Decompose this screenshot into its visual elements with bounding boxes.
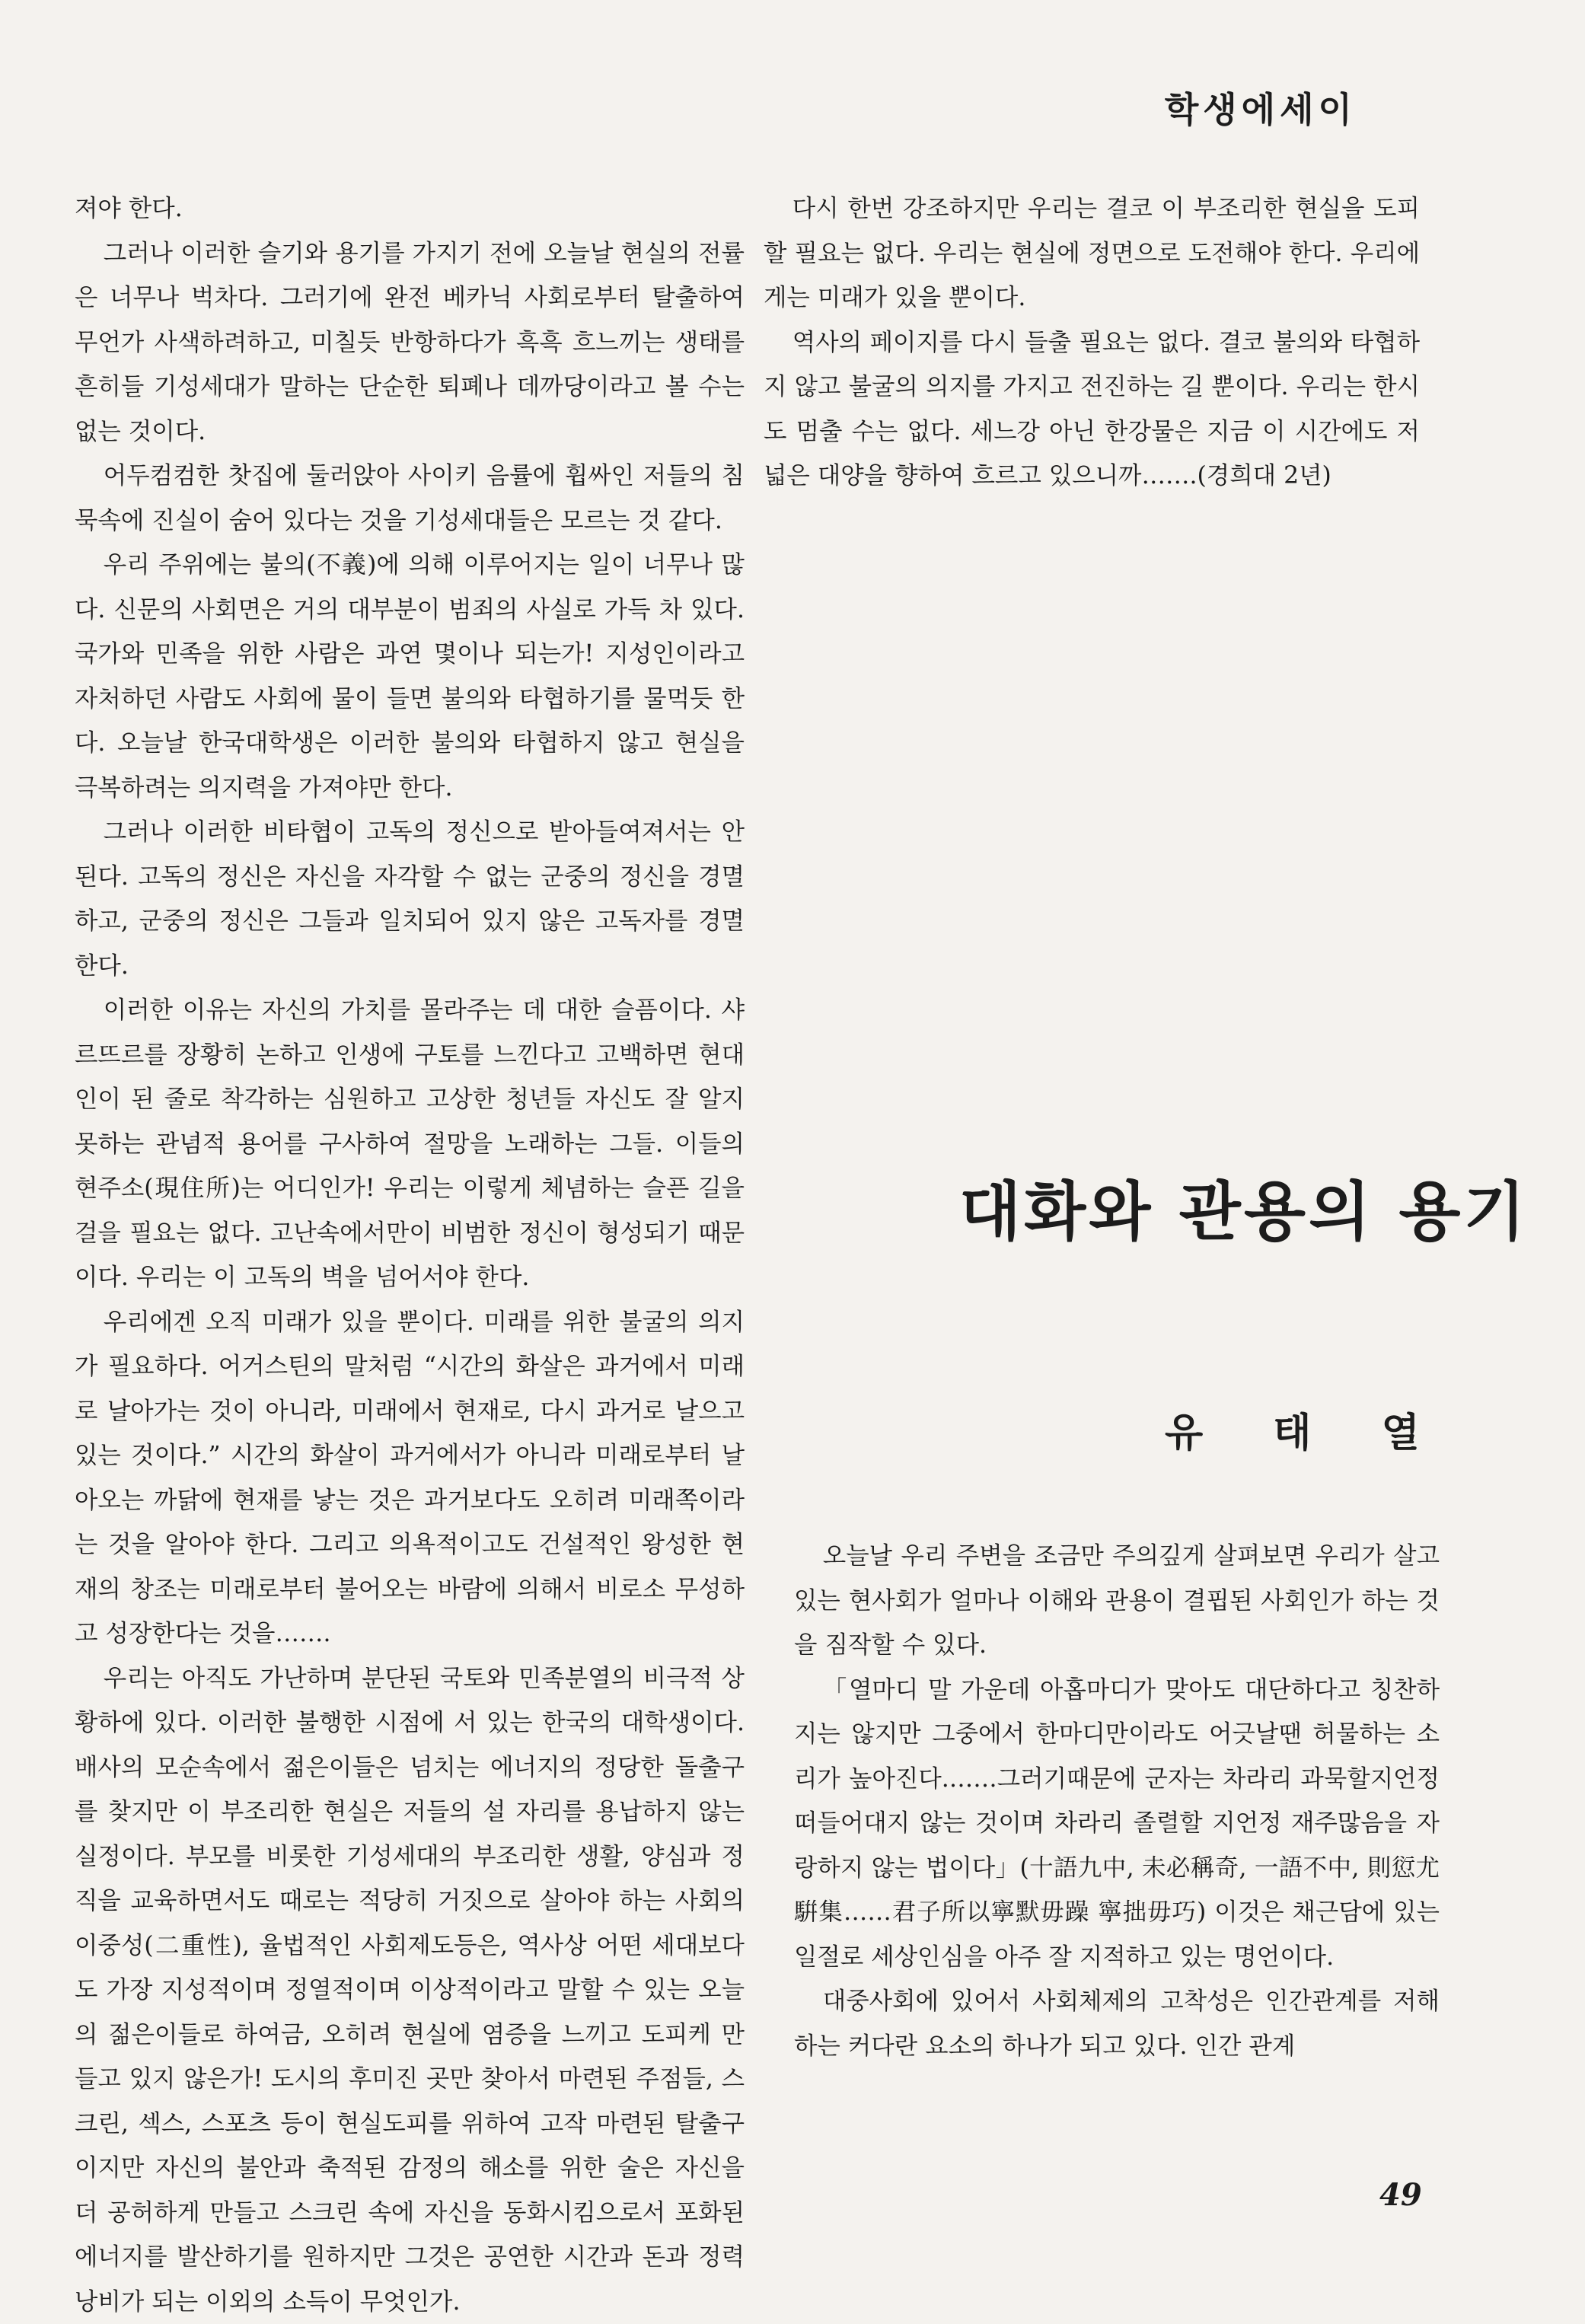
paragraph: 우리에겐 오직 미래가 있을 뿐이다. 미래를 위한 불굴의 의지가 필요하다. 어거스틴의 말처럼 “시간의 화살은 과거에서 미래로 날아가는 것이 아니라, 미래에서 현재로, 다시 과거로 날으고 있는 것이다.” 시간의 화살이 과거에서가 아니라 미래로부터 날아오는 까닭에 현재를 낳는 것은 과거보다도 오히려 미래쪽이라는 것을 알아야 한다. 그리고 의욕적이고도 건설적인 왕성한 현재의 창조는 미래로부터 불어오는 바람에 의해서 비로소 무성하고 성장한다는 것을……. (75, 1300, 745, 1656)
paragraph: 져야 한다. (75, 186, 745, 231)
paragraph: 어두컴컴한 찻집에 둘러앉아 사이키 음률에 휩싸인 저들의 침묵속에 진실이 숨어 있다는 것을 기성세대들은 모르는 것 같다. (75, 454, 745, 543)
paragraph: 「열마디 말 가운데 아홉마디가 맞아도 대단하다고 칭찬하지는 않지만 그중에서 한마디만이라도 어긋날땐 허물하는 소리가 높아진다.……그러기때문에 군자는 차라리 과묵할지언정 떠들어대지 않는 것이며 차라리 졸렬할 지언정 재주많음을 자랑하지 않는 법이다」(十語九中, 未必稱奇, 一語不中, 則愆尤騈集……君子所以寧默毋躁 寧拙毋巧) 이것은 채근담에 있는 일절로 세상인심을 아주 잘 지적하고 있는 명언이다. (794, 1668, 1440, 1980)
essay-author: 유태열 (1165, 1401, 1490, 1458)
paragraph: 우리 주위에는 불의(不義)에 의해 이루어지는 일이 너무나 많다. 신문의 사회면은 거의 대부분이 범죄의 사실로 가득 차 있다. 국가와 민족을 위한 사람은 과연 몇이나 되는가! 지성인이라고 자처하던 사람도 사회에 물이 들면 불의와 타협하기를 물먹듯 한다. 오늘날 한국대학생은 이러한 불의와 타협하지 않고 현실을 극복하려는 의지력을 가져야만 한다. (75, 543, 745, 810)
paragraph: 그러나 이러한 슬기와 용기를 가지기 전에 오늘날 현실의 전률은 너무나 벅차다. 그러기에 완전 베카닉 사회로부터 탈출하여 무언가 사색하려하고, 미칠듯 반항하다가 흑흑 흐느끼는 생태를 흔히들 기성세대가 말하는 단순한 퇴폐나 데까당이라고 볼 수는 없는 것이다. (75, 231, 745, 454)
section-label: 학생에세이 (1165, 82, 1357, 132)
paragraph: 다시 한번 강조하지만 우리는 결코 이 부조리한 현실을 도피할 필요는 없다. 우리는 현실에 정면으로 도전해야 한다. 우리에게는 미래가 있을 뿐이다. (764, 186, 1420, 320)
paragraph: 오늘날 우리 주변을 조금만 주의깊게 살펴보면 우리가 살고있는 현사회가 얼마나 이해와 관용이 결핍된 사회인가 하는 것을 짐작할 수 있다. (794, 1534, 1440, 1668)
paragraph: 이러한 이유는 자신의 가치를 몰라주는 데 대한 슬픔이다. 샤르뜨르를 장황히 논하고 인생에 구토를 느낀다고 고백하면 현대인이 된 줄로 착각하는 심원하고 고상한 청년들 자신도 잘 알지 못하는 관념적 용어를 구사하여 절망을 노래하는 그들. 이들의 현주소(現住所)는 어디인가! 우리는 이렇게 체념하는 슬픈 길을 걸을 필요는 없다. 고난속에서만이 비범한 정신이 형성되기 때문이다. 우리는 이 고독의 벽을 넘어서야 한다. (75, 988, 745, 1300)
essay2-body (794, 1534, 1440, 2068)
paragraph: 역사의 페이지를 다시 들출 필요는 없다. 결코 불의와 타협하지 않고 불굴의 의지를 가지고 전진하는 길 뿐이다. 우리는 한시도 멈출 수는 없다. 세느강 아닌 한강물은 지금 이 시간에도 저 넓은 대양을 향하여 흐르고 있으니까…….(경희대 2년) (764, 320, 1420, 499)
paragraph: 그러나 이러한 비타협이 고독의 정신으로 받아들여져서는 안된다. 고독의 정신은 자신을 자각할 수 없는 군중의 정신을 경멸하고, 군중의 정신은 그들과 일치되어 있지 않은 고독자를 경멸한다. (75, 810, 745, 988)
essay-title: 대화와 관용의 용기 (959, 1161, 1529, 1253)
paragraph: 우리는 아직도 가난하며 분단된 국토와 민족분열의 비극적 상황하에 있다. 이러한 불행한 시점에 서 있는 한국의 대학생이다. 배사의 모순속에서 젊은이들은 넘치는 에너지의 정당한 돌출구를 찾지만 이 부조리한 현실은 저들의 설 자리를 용납하지 않는 실정이다. 부모를 비롯한 기성세대의 부조리한 생활, 양심과 정직을 교육하면서도 때로는 적당히 거짓으로 살아야 하는 사회의 이중성(二重性), 율법적인 사회제도등은, 역사상 어떤 세대보다도 가장 지성적이며 정열적이며 이상적이라고 말할 수 있는 오늘의 젊은이들로 하여금, 오히려 현실에 염증을 느끼고 도피케 만들고 있지 않은가! 도시의 후미진 곳만 찾아서 마련된 주점들, 스크린, 섹스, 스포츠 등이 현실도피를 위하여 고작 마련된 탈출구이지만 자신의 불안과 축적된 감정의 해소를 위한 술은 자신을 더 공허하게 만들고 스크린 속에 자신을 동화시킴으로서 포화된 에너지를 발산하기를 원하지만 그것은 공연한 시간과 돈과 정력 낭비가 되는 이외의 소득이 무엇인가. (75, 1656, 745, 2324)
essay-column-left (75, 186, 745, 2324)
paragraph: 대중사회에 있어서 사회체제의 고착성은 인간관계를 저해하는 커다란 요소의 하나가 되고 있다. 인간 관계 (794, 1979, 1440, 2068)
essay-column-right (764, 186, 1420, 499)
page-number: 49 (1379, 2177, 1422, 2213)
